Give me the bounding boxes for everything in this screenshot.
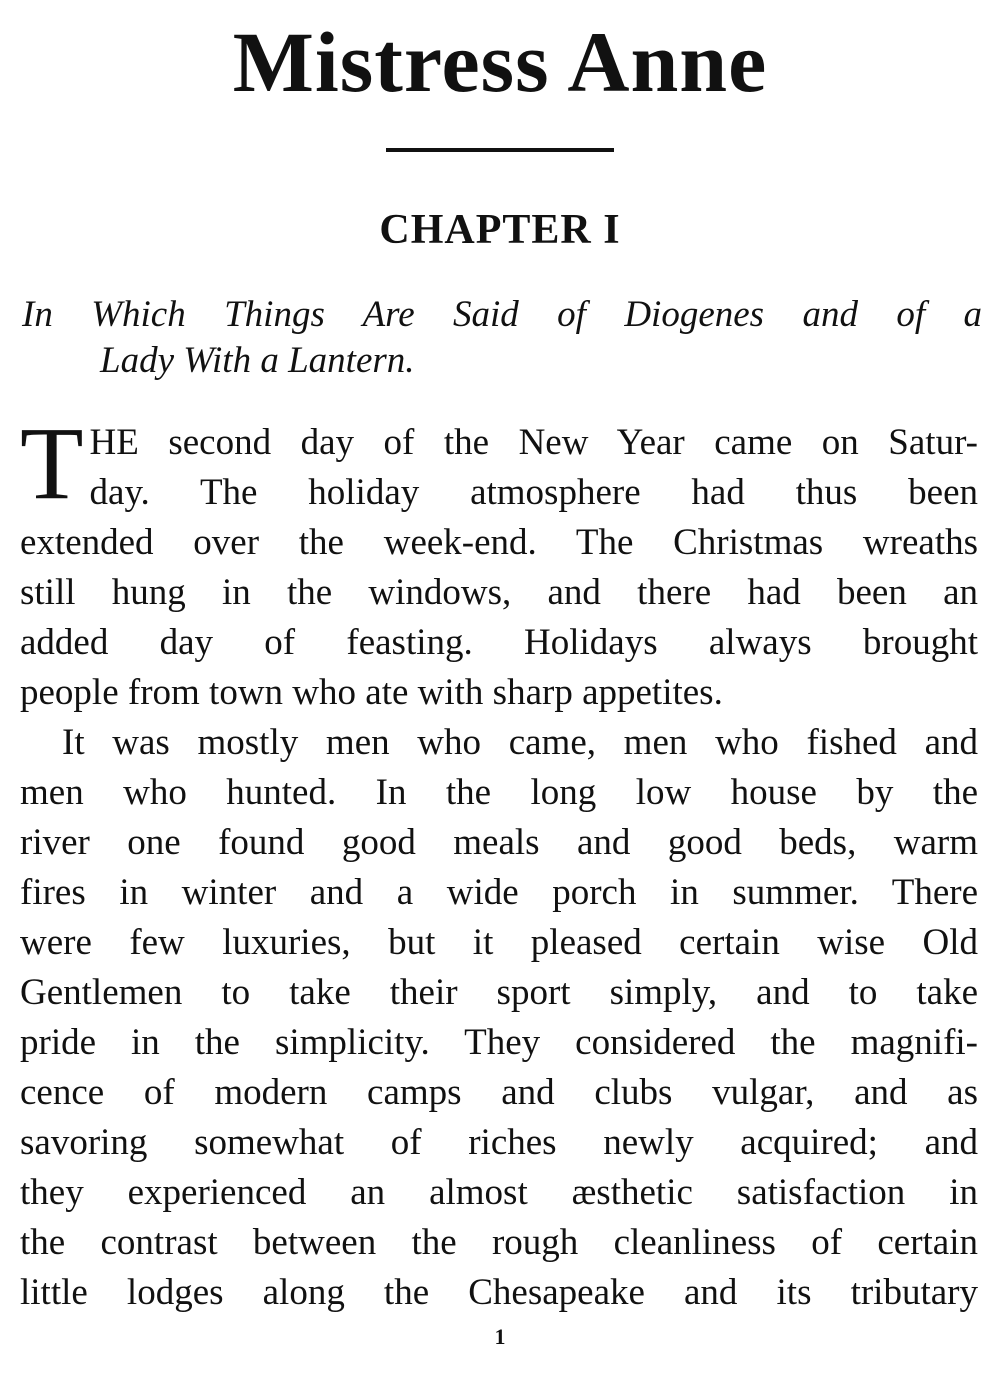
text-line: HE second day of the New Year came on Satur-: [89, 422, 978, 463]
subtitle-line-2: Lady With a Lantern.: [100, 340, 415, 381]
text-line: were few luxuries, but it pleased certain wise Old: [20, 922, 978, 963]
text-line: cence of modern camps and clubs vulgar, and as: [20, 1072, 978, 1113]
subtitle-line-1: In Which Things Are Said of Diogenes and of a: [22, 294, 982, 335]
drop-cap: T: [20, 406, 84, 521]
chapter-heading: CHAPTER I: [379, 207, 621, 253]
body-text: [20, 406, 978, 1318]
text-line: little lodges along the Chesapeake and its tributary: [20, 1272, 978, 1313]
text-line: still hung in the windows, and there had been an: [20, 572, 978, 613]
text-line: It was mostly men who came, men who fished and: [62, 722, 978, 763]
text-line: added day of feasting. Holidays always brought: [20, 622, 978, 663]
text-line: Gentlemen to take their sport simply, and to take: [20, 972, 978, 1013]
paragraph-2: [20, 718, 978, 1318]
text-line: the contrast between the rough cleanliness of certain: [20, 1222, 978, 1263]
chapter-subtitle: [22, 292, 982, 384]
title-rule: [386, 148, 614, 152]
page-number: 1: [494, 1324, 506, 1349]
text-line: day. The holiday atmosphere had thus been: [89, 472, 978, 513]
text-line: extended over the week-end. The Christmas wreaths: [20, 522, 978, 563]
text-line: men who hunted. In the long low house by the: [20, 772, 978, 813]
text-line: pride in the simplicity. They considered the magnifi-: [20, 1022, 978, 1063]
text-line: river one found good meals and good beds, warm: [20, 822, 978, 863]
text-line: people from town who ate with sharp appetites.: [20, 672, 723, 713]
text-line: they experienced an almost æsthetic satisfaction in: [20, 1172, 978, 1213]
paragraph-1: [20, 406, 978, 718]
text-line: fires in winter and a wide porch in summer. There: [20, 872, 978, 913]
text-line: savoring somewhat of riches newly acquired; and: [20, 1122, 978, 1163]
book-title: Mistress Anne: [232, 14, 768, 110]
